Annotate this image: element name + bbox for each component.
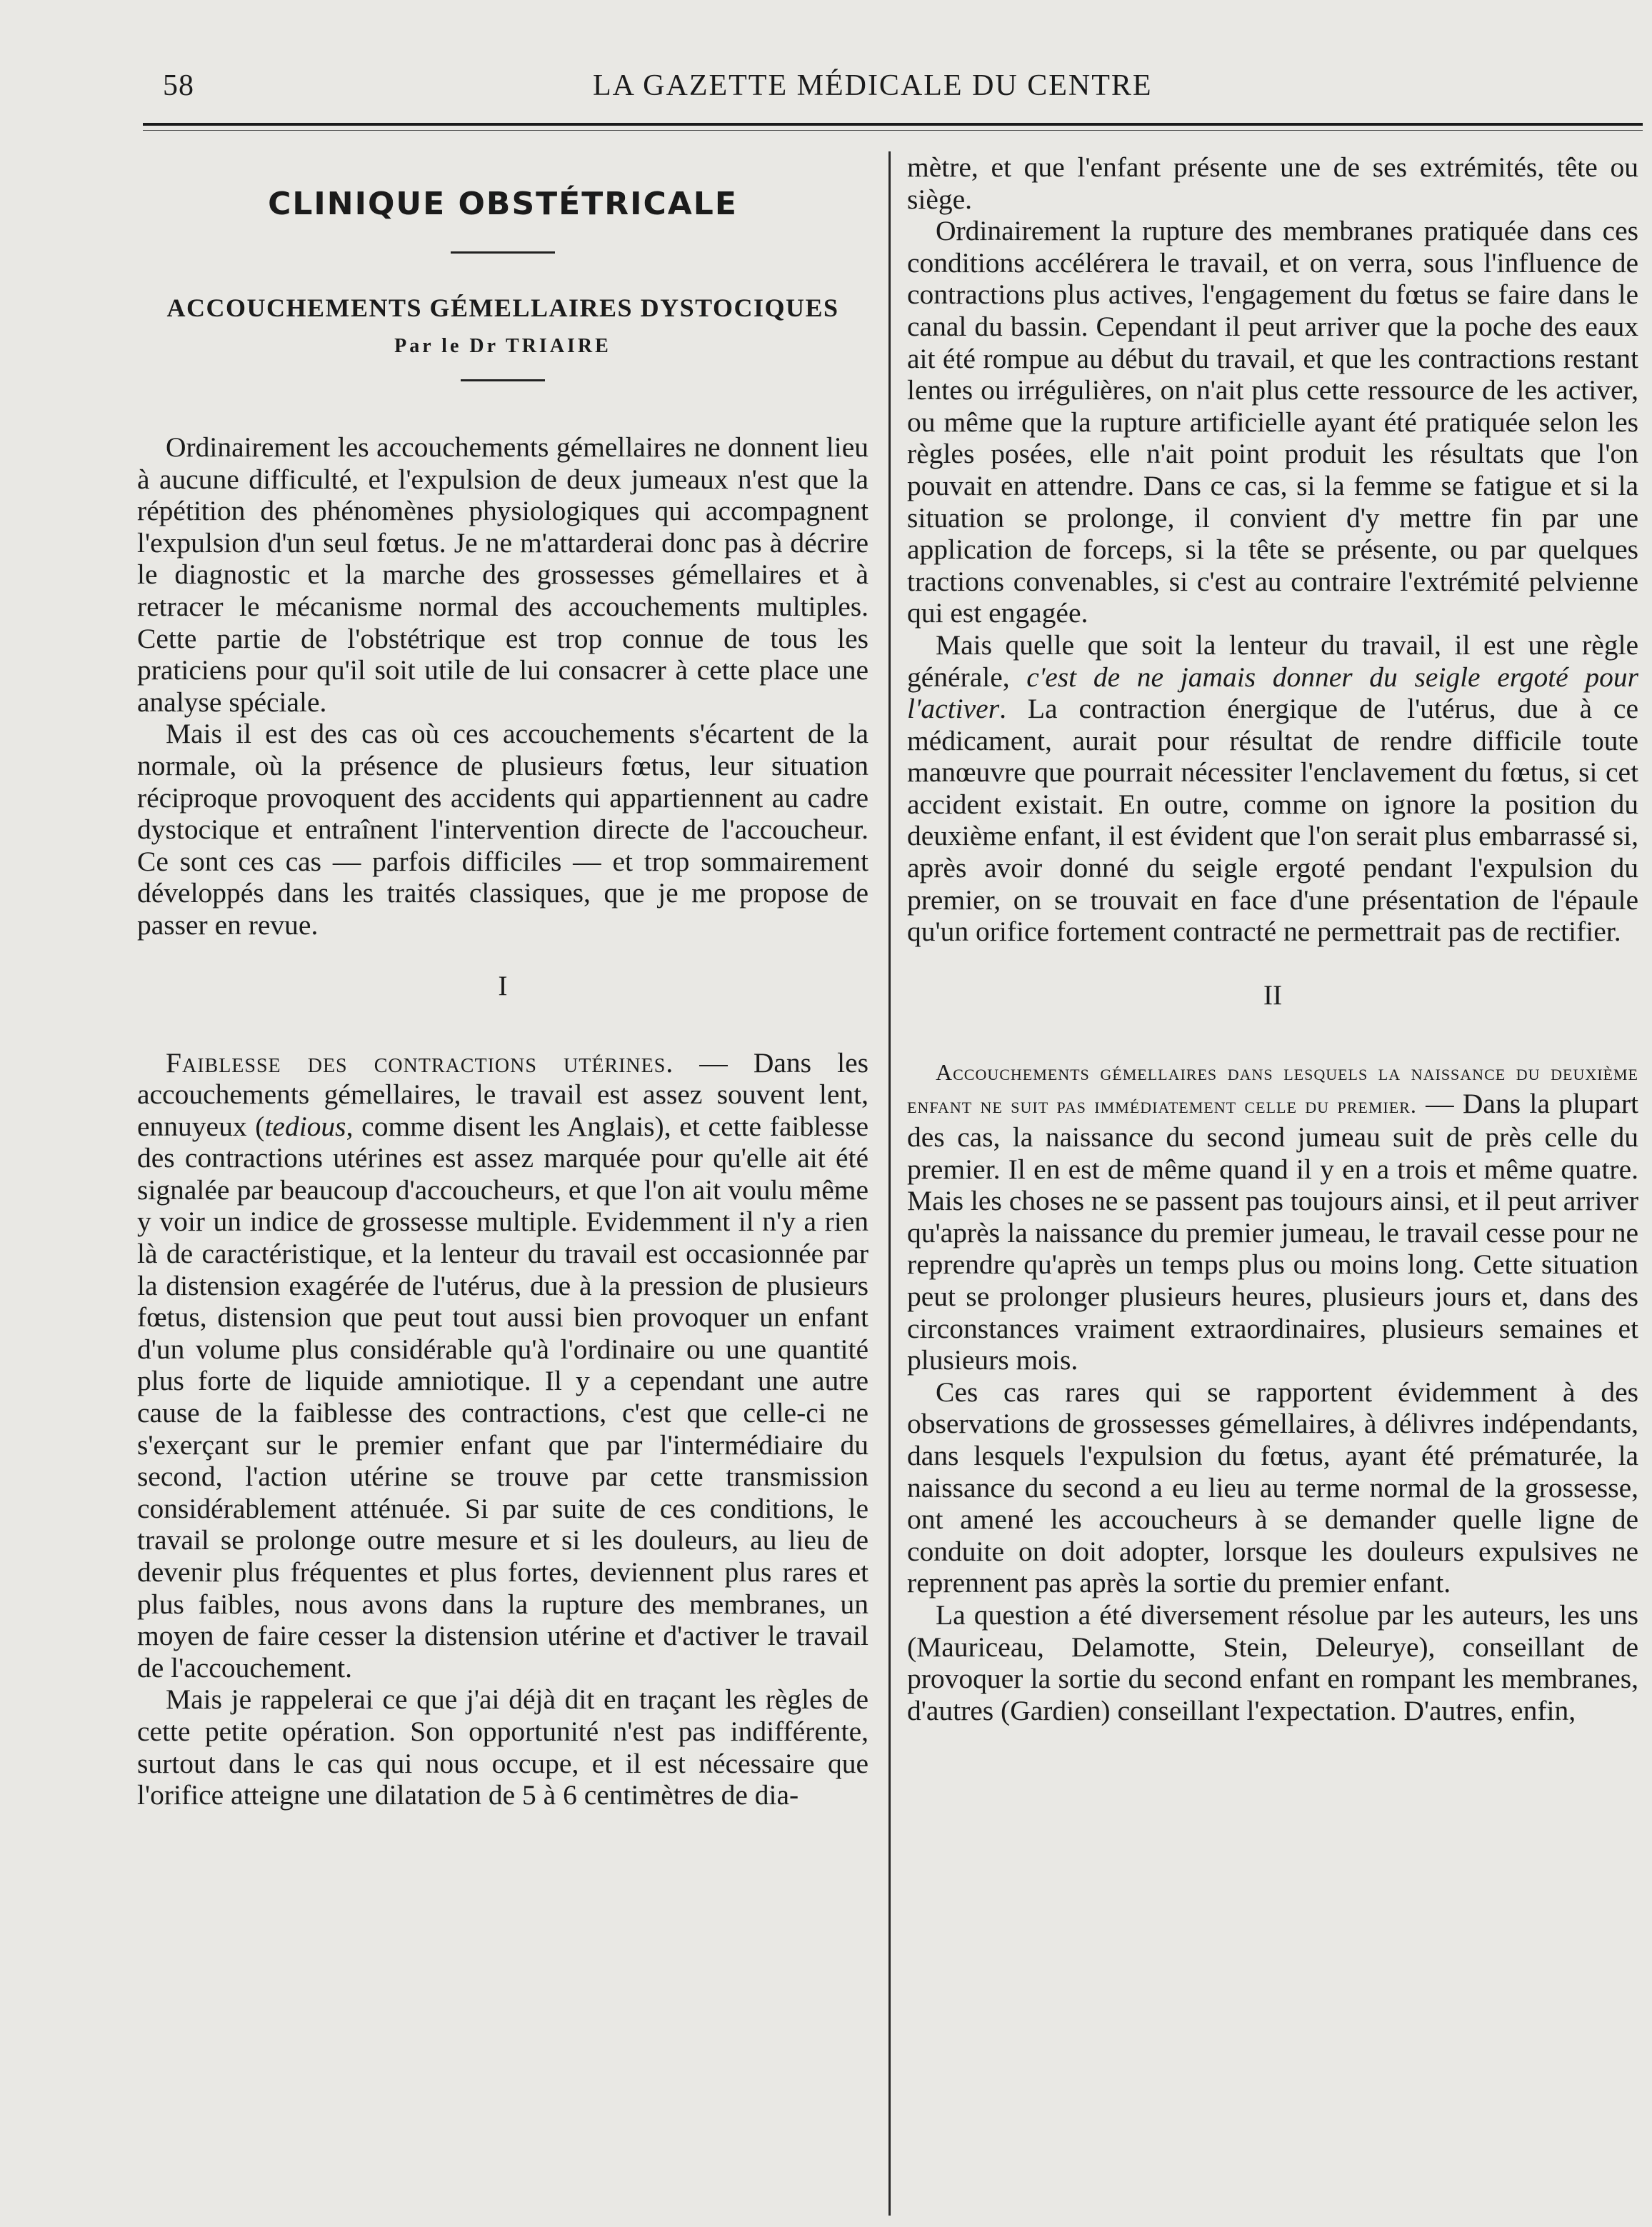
section-2-paragraph-1: [907, 1055, 1638, 1376]
section-2-paragraph-3: La question a été diversement résolue par les auteurs, les uns (Mauriceau, Delamotte, Stein, Deleurye), conseillant de provoquer la sortie du second enfant en rompant les membranes, d'autres (Gardien) conseillant l'expectation. D'autres, enfin,: [907, 1598, 1638, 1726]
right-paragraph-2-italic: c'est de ne jamais donner du seigle ergoté pour l'activer: [907, 661, 1638, 725]
section-1-text-a: — Dans les accouchements gémellaires, le travail est assez souvent lent, ennuyeux (: [137, 1046, 868, 1142]
article-title: ACCOUCHEMENTS GÉMELLAIRES DYSTOCIQUES: [166, 294, 839, 322]
section-1-heading: Faiblesse des contractions utérines.: [166, 1046, 674, 1079]
section-2-text: — Dans la plupart des cas, la naissance du second jumeau suit de près celle du premier. Il en est de même quand il y en a trois et même quatre. Mais les choses ne se passent pas toujours ainsi, et il peut arriver qu'après la naissance du premier jumeau, le travail cesse pour ne reprendre qu'après un temps plus ou moins long. Cette situation peut se prolonger plusieurs heures, plusieurs jours et, dans des circonstances vraiment extraordinaires, plusieurs semaines et plusieurs mois.: [907, 1088, 1639, 1376]
right-paragraph-2: [907, 629, 1638, 948]
section-1-paragraph-1: [137, 1047, 868, 1684]
byline: Par le Dr TRIAIRE: [394, 335, 611, 357]
page-header: [0, 69, 1652, 111]
section-numeral-2: II: [1263, 979, 1283, 1011]
header-rule-thin: [143, 130, 1643, 131]
section-numeral-1: I: [498, 969, 508, 1001]
running-title: LA GAZETTE MÉDICALE DU CENTRE: [593, 69, 1153, 102]
intro-paragraph-1: Ordinairement les accouchements gémellaires ne donnent lieu à aucune difficulté, et l'expulsion de deux jumeaux n'est que la répétition des phénomènes physiologiques qui accompagnent l'expulsion d'un seul fœtus. Je ne m'attarderai donc pas à décrire le diagnostic et la marche des grossesses gémellaires et à retracer le mécanisme normal des accouchements multiples. Cette partie de l'obstétrique est trop connue de tous les praticiens pour qu'il soit utile de lui consacrer à cette place une analyse spéciale.: [137, 431, 868, 718]
section-title: CLINIQUE OBSTÉTRICALE: [268, 186, 738, 222]
column-divider: [888, 151, 891, 2216]
right-paragraph-2-text-b: . La contraction énergique de l'utérus, due à ce médicament, aurait pour résultat de rendre difficile toute manœuvre que pourrait nécessiter l'enclavement du fœtus, si cet accident existait. En outre, comme on ignore la position du deuxième enfant, il est évident que l'on serait plus embarrassé si, après avoir donné du seigle ergoté pendant l'expulsion du premier, on se trouvait en face d'une présentation de l'épaule qu'un orifice fortement contracté ne permettrait pas de rectifier.: [907, 693, 1638, 948]
section-2-heading: Accouchements gémellaires dans lesquels la naissance du deuxième enfant ne suit pas immédiatement celle du premier.: [907, 1059, 1638, 1118]
right-column: [907, 151, 1638, 1726]
intro-paragraph-2: Mais il est des cas où ces accouchements s'écartent de la normale, où la présence de plusieurs fœtus, leur situation réciproque provoquent des accidents qui appartiennent au cadre dystocique et entraînent l'intervention directe de l'accoucheur. Ce sont ces cas — parfois difficiles — et trop sommairement développés dans les traités classiques, que je me propose de passer en revue.: [137, 718, 868, 941]
section-rule: [451, 251, 555, 254]
right-paragraph-2-text-a: Mais quelle que soit la lenteur du travail, il est une règle générale,: [907, 629, 1638, 693]
page-number: 58: [163, 69, 194, 102]
section-1-text-b: , comme disent les Anglais), et cette faiblesse des contractions utérines est assez marquée pour qu'elle ait été signalée par beaucoup d'accoucheurs, et que l'on ait voulu même y voir un indice de grossesse multiple. Evidemment il n'y a rien là de caractéristique, et la lenteur du travail est occasionnée par la distension exagérée de l'utérus, due à la pression de plusieurs fœtus, distension que peut tout aussi bien provoquer un enfant d'un volume plus considérable qu'à l'ordinaire ou une quantité plus forte de liquide amniotique. Il y a cependant une autre cause de la faiblesse des contractions, c'est que celle-ci ne s'exerçant sur le premier enfant que par l'intermédiaire du second, l'action utérine se trouve par cette transmission considérablement atténuée. Si par suite de ces conditions, le travail se prolonge outre mesure et si les douleurs, au lieu de devenir plus fréquentes et plus fortes, deviennent plus rares et plus faibles, nous avons dans la rupture des membranes, un moyen de faire cesser la distension utérine et d'activer le travail de l'accouchement.: [137, 1110, 869, 1683]
section-1-paragraph-2: Mais je rappelerai ce que j'ai déjà dit en traçant les règles de cette petite opération. Son opportunité n'est pas indifférente, surtout dans le cas qui nous occupe, et il est nécessaire que l'orifice atteigne une dilatation de 5 à 6 centimètres de dia-: [137, 1683, 868, 1811]
right-paragraph-1: Ordinairement la rupture des membranes pratiquée dans ces conditions accélérera le travail, et on verra, sous l'influence de contractions plus actives, l'engagement du fœtus se faire dans le canal du bassin. Cependant il peut arriver que la poche des eaux ait été rompue au début du travail, et que les contractions restant lentes ou irrégulières, on n'ait plus cette ressource de les activer, ou même que la rupture artificielle ayant été pratiquée selon les règles posées, elle n'ait point produit les résultats que l'on pouvait en attendre. Dans ce cas, si la femme se fatigue et si la situation se prolonge, il convient d'y mettre fin par une application de forceps, si la tête se présente, ou par quelques tractions convenables, si c'est au contraire l'extrémité pelvienne qui est engagée.: [907, 215, 1638, 629]
continued-paragraph: mètre, et que l'enfant présente une de ses extrémités, tête ou siège.: [907, 151, 1638, 215]
section-2-paragraph-2: Ces cas rares qui se rapportent évidemment à des observations de grossesses gémellaires, à délivres indépendants, dans lesquels l'expulsion du fœtus, ayant été prématurée, la naissance du second a eu lieu au terme normal de la grossesse, ont amené les accoucheurs à se demander quelle ligne de conduite on doit adopter, lorsque les douleurs expulsives ne reprennent pas après la sortie du premier enfant.: [907, 1376, 1638, 1599]
left-column: [137, 151, 868, 1811]
section-1-italic: tedious: [264, 1110, 346, 1142]
header-rule: [143, 123, 1643, 126]
